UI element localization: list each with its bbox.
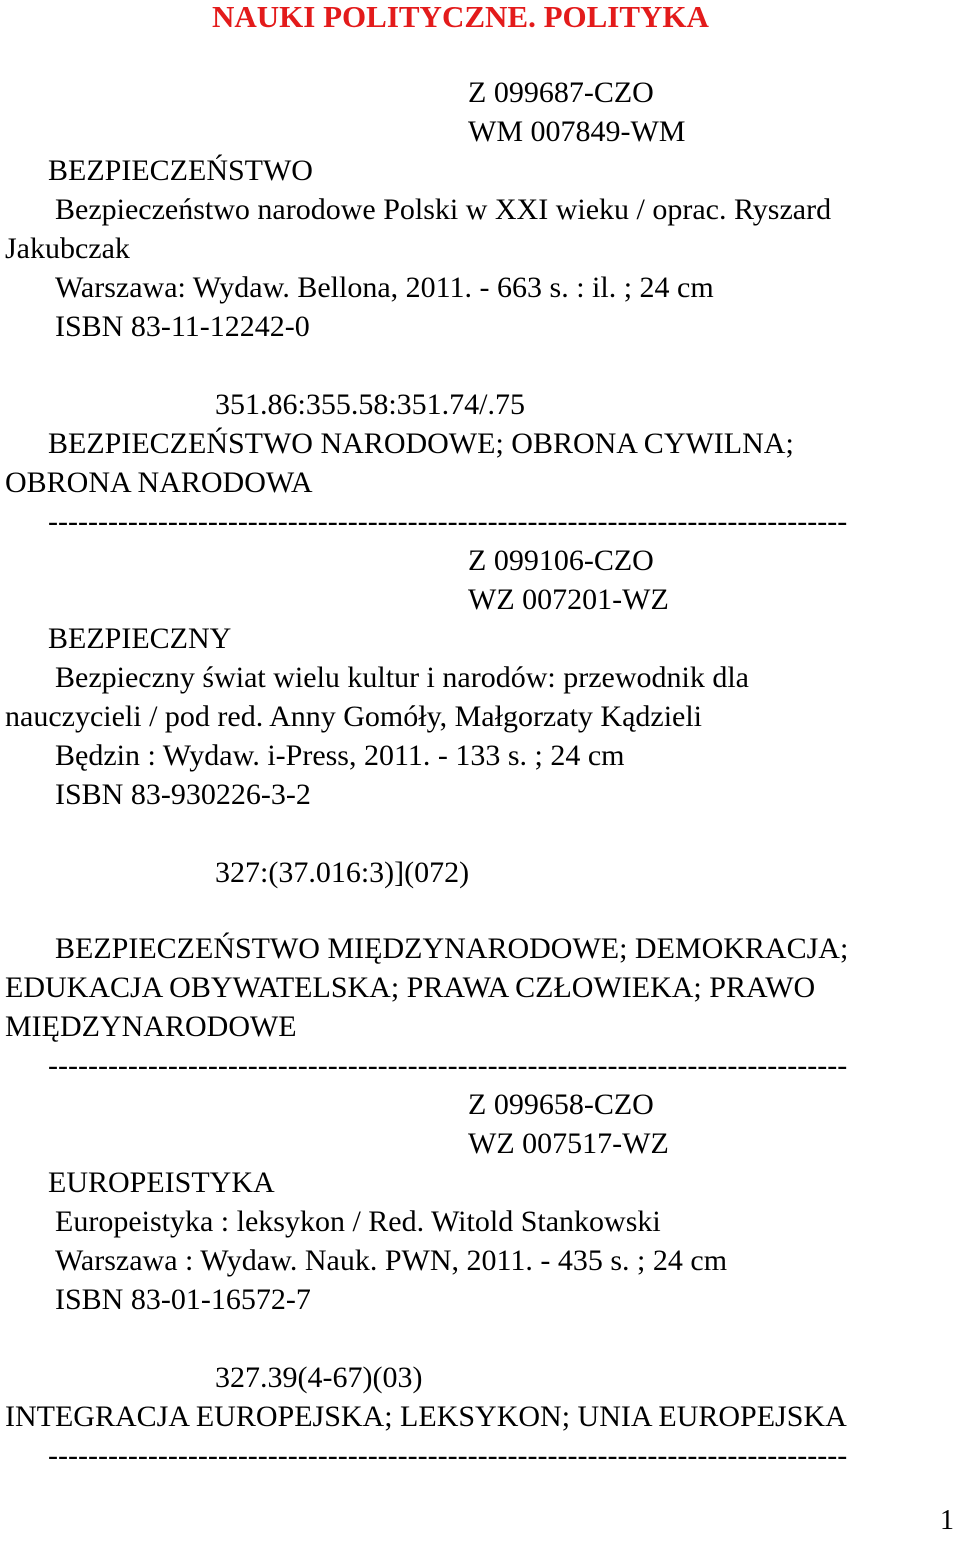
entry-title-line: nauczycieli / pod red. Anny Gomóły, Małgorzaty Kądzieli xyxy=(5,700,703,733)
entry-classification: 351.86:355.58:351.74/.75 xyxy=(215,388,526,421)
separator-line: -------------------------------------------------------------------------------- xyxy=(48,1049,848,1082)
entry-isbn: ISBN 83-930226-3-2 xyxy=(55,778,311,811)
separator-line: -------------------------------------------------------------------------------- xyxy=(48,505,848,538)
entry-subjects-line: INTEGRACJA EUROPEJSKA; LEKSYKON; UNIA EUROPEJSKA xyxy=(5,1400,847,1433)
page-number: 1 xyxy=(940,1505,954,1536)
call-number: Z 099106-CZO xyxy=(468,544,654,577)
call-number: WZ 007201-WZ xyxy=(468,583,669,616)
entry-isbn: ISBN 83-11-12242-0 xyxy=(55,310,310,343)
entry-classification: 327.39(4-67)(03) xyxy=(215,1361,423,1394)
entry-imprint: Warszawa : Wydaw. Nauk. PWN, 2011. - 435 s. ; 24 cm xyxy=(55,1244,728,1277)
entry-title-line: Europeistyka : leksykon / Red. Witold Stankowski xyxy=(55,1205,661,1238)
entry-isbn: ISBN 83-01-16572-7 xyxy=(55,1283,311,1316)
entry-subjects-line: BEZPIECZEŃSTWO MIĘDZYNARODOWE; DEMOKRACJA; xyxy=(55,932,849,965)
entry-classification: 327:(37.016:3)](072) xyxy=(215,856,470,889)
entry-subjects-line: MIĘDZYNARODOWE xyxy=(5,1010,297,1043)
call-number: Z 099658-CZO xyxy=(468,1088,654,1121)
separator-line: -------------------------------------------------------------------------------- xyxy=(48,1439,848,1472)
entry-keyword: EUROPEISTYKA xyxy=(48,1166,275,1199)
entry-subjects-line: EDUKACJA OBYWATELSKA; PRAWA CZŁOWIEKA; PRAWO xyxy=(5,971,816,1004)
page-title: NAUKI POLITYCZNE. POLITYKA xyxy=(212,0,709,34)
entry-keyword: BEZPIECZEŃSTWO xyxy=(48,154,313,187)
entry-subjects-line: OBRONA NARODOWA xyxy=(5,466,313,499)
entry-keyword: BEZPIECZNY xyxy=(48,622,232,655)
call-number: WM 007849-WM xyxy=(468,115,686,148)
call-number: Z 099687-CZO xyxy=(468,76,654,109)
entry-title-line: Bezpieczny świat wielu kultur i narodów: przewodnik dla xyxy=(55,661,749,694)
entry-imprint: Warszawa: Wydaw. Bellona, 2011. - 663 s. : il. ; 24 cm xyxy=(55,271,714,304)
entry-title-line: Bezpieczeństwo narodowe Polski w XXI wieku / oprac. Ryszard xyxy=(55,193,832,226)
entry-title-line: Jakubczak xyxy=(5,232,130,265)
entry-imprint: Będzin : Wydaw. i-Press, 2011. - 133 s. ; 24 cm xyxy=(55,739,625,772)
entry-subjects-line: BEZPIECZEŃSTWO NARODOWE; OBRONA CYWILNA; xyxy=(48,427,794,460)
call-number: WZ 007517-WZ xyxy=(468,1127,669,1160)
